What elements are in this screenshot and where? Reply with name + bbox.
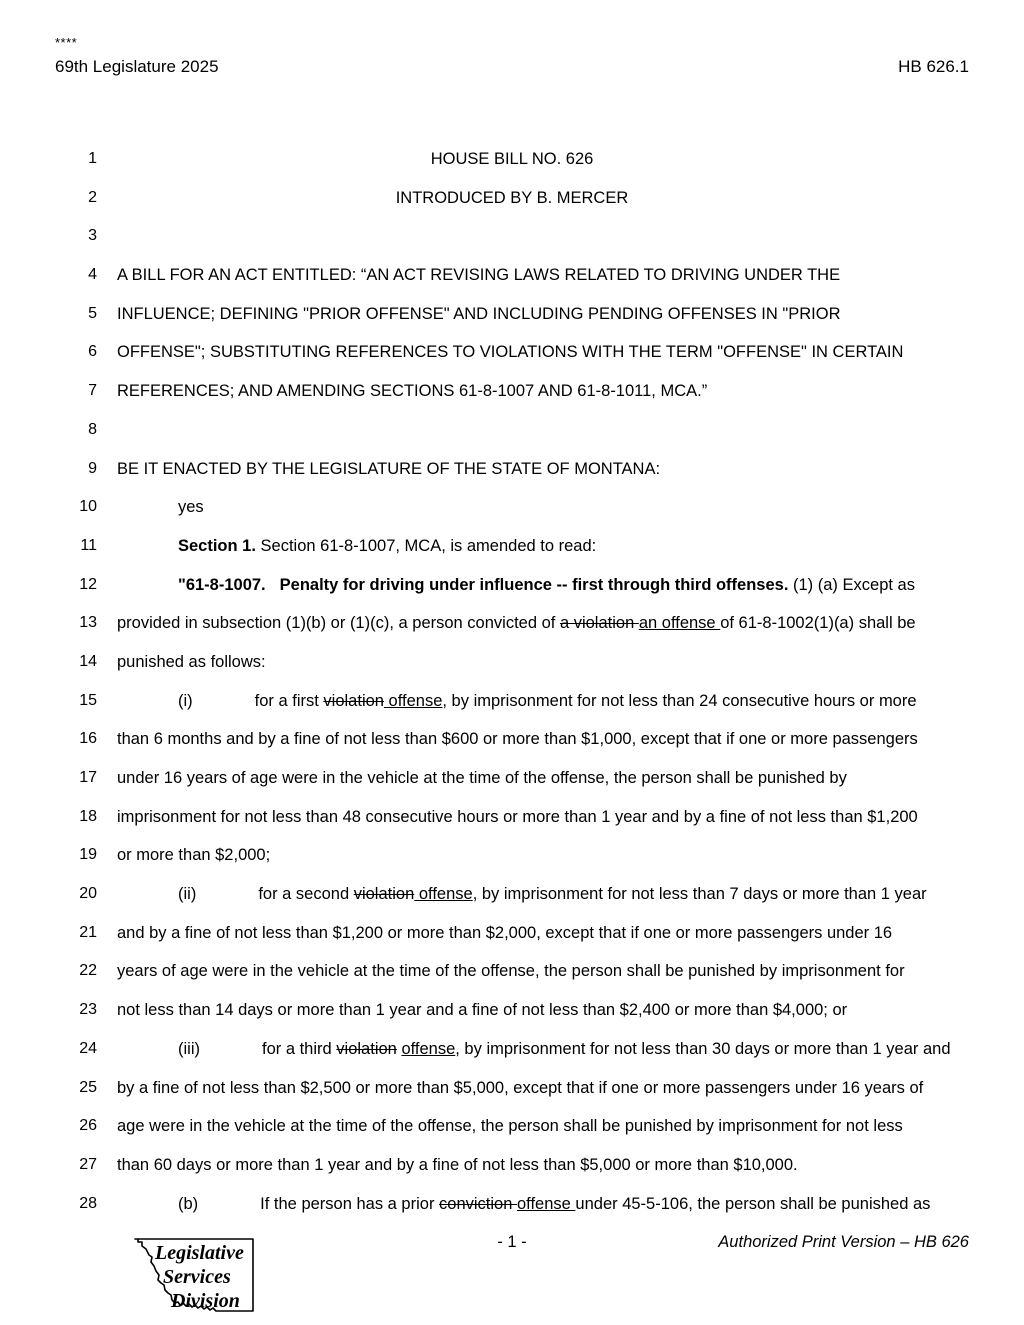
statute-number: "61-8-1007.	[178, 575, 266, 594]
line-number: 26	[79, 1117, 97, 1135]
bill-line-27	[0, 1146, 1024, 1185]
bill-line-2	[0, 179, 1024, 218]
line-number: 18	[79, 807, 97, 825]
line-number: 28	[79, 1194, 97, 1212]
line-number: 1	[88, 150, 97, 167]
bill-line-9	[0, 450, 1024, 489]
bill-line-text: imprisonment for not less than 48 consecutive hours or more than 1 year and by a fine of not less than $1,200	[117, 807, 918, 826]
line-number: 2	[88, 188, 97, 206]
bill-line-text: yes	[178, 498, 204, 517]
section-1-heading	[117, 527, 974, 566]
subsection-b	[117, 1185, 974, 1224]
enacting-clause: BE IT ENACTED BY THE LEGISLATURE OF THE STATE OF MONTANA:	[117, 459, 661, 478]
bill-line-3	[0, 217, 1024, 256]
bill-line-13	[0, 604, 1024, 643]
bill-line-18	[0, 798, 1024, 837]
line-number: 7	[88, 382, 97, 400]
subsection-marker: (ii)	[178, 885, 197, 904]
text-run: under 45-5-106, the person shall be punished as	[575, 1194, 931, 1213]
inserted-text: offense	[517, 1194, 576, 1213]
line-number: 23	[79, 1001, 97, 1019]
text-run: If the person has a prior	[260, 1194, 440, 1213]
bill-line-8	[0, 411, 1024, 450]
line-number: 20	[79, 885, 97, 903]
text-run: for a second	[258, 885, 354, 904]
text-run: , by imprisonment for not less than 7 days or more than 1 year	[472, 885, 927, 904]
subsection-i	[117, 682, 974, 721]
bill-number-label: HB 626.1	[898, 57, 969, 76]
subsection-marker: (b)	[178, 1194, 199, 1213]
line-number: 17	[79, 769, 97, 786]
statute-body-start: (1) (a) Except as	[788, 575, 915, 594]
inserted-text: offense	[401, 1039, 456, 1058]
bill-line-24	[0, 1030, 1024, 1069]
bill-line-text: years of age were in the vehicle at the time of the offense, the person shall be punished by imprisonment for	[117, 962, 905, 981]
line-number: 19	[79, 846, 97, 864]
bill-title-heading: HOUSE BILL NO. 626	[430, 150, 594, 168]
bill-line-text: OFFENSE"; SUBSTITUTING REFERENCES TO VIOLATIONS WITH THE TERM "OFFENSE" IN CERTAIN	[117, 343, 904, 362]
section-amend-text: Section 61-8-1007, MCA, is amended to read:	[255, 536, 597, 555]
bill-line-12	[0, 566, 1024, 605]
line-number: 24	[79, 1039, 97, 1057]
bill-line-text: A BILL FOR AN ACT ENTITLED: “AN ACT REVISING LAWS RELATED TO DRIVING UNDER THE	[117, 266, 841, 285]
text-run: for a first	[254, 691, 324, 710]
line-number: 14	[79, 652, 97, 670]
line-number: 12	[79, 575, 97, 593]
bill-line-10	[0, 488, 1024, 527]
line-number: 25	[79, 1078, 97, 1096]
deleted-text: violation	[336, 1039, 397, 1058]
logo-line-1-text: Legislative	[155, 1242, 244, 1264]
statute-catchline	[117, 566, 974, 605]
bill-line-22	[0, 952, 1024, 991]
text-run: for a third	[262, 1039, 337, 1058]
bill-line-20	[0, 875, 1024, 914]
legislature-session-label: 69th Legislature 2025	[55, 57, 219, 76]
line-number: 22	[79, 962, 97, 980]
bill-line-text: REFERENCES; AND AMENDING SECTIONS 61-8-1007 AND 61-8-1011, MCA.”	[117, 382, 708, 401]
bill-line-text: than 6 months and by a fine of not less than $600 or more than $1,000, except that if one or more passengers	[117, 730, 918, 749]
bill-line-26	[0, 1107, 1024, 1146]
line-number: 16	[79, 730, 97, 748]
bill-line-text: and by a fine of not less than $1,200 or more than $2,000, except that if one or more passengers under 16	[117, 923, 893, 942]
bill-line-14	[0, 643, 1024, 682]
text-run: provided in subsection (1)(b) or (1)(c), a person convicted of	[117, 614, 560, 633]
logo-line-2-text: Services	[163, 1266, 231, 1288]
page-number: - 1 -	[497, 1233, 527, 1251]
bill-line-19	[0, 836, 1024, 875]
bill-line-text: by a fine of not less than $2,500 or more than $5,000, except that if one or more passengers under 16 years of	[117, 1078, 924, 1097]
line-number: 8	[88, 420, 97, 438]
bill-line-1	[0, 140, 1024, 179]
bill-line-25	[0, 1069, 1024, 1108]
bill-line-4	[0, 256, 1024, 295]
bill-line-17	[0, 759, 1024, 798]
bill-line-16	[0, 720, 1024, 759]
section-label: Section 1.	[178, 536, 256, 555]
inserted-text: offense	[414, 885, 473, 904]
bill-line-15	[0, 682, 1024, 721]
logo-line-3-text: Division	[171, 1290, 240, 1312]
authorized-print-version: Authorized Print Version – HB 626	[718, 1233, 969, 1251]
bill-line-7	[0, 372, 1024, 411]
line-number: 5	[88, 304, 97, 322]
bill-line-text: age were in the vehicle at the time of the offense, the person shall be punished by imprisonment for not less	[117, 1117, 903, 1136]
statute-title: Penalty for driving under influence -- first through third offenses.	[279, 575, 789, 594]
deleted-text: violation	[353, 885, 415, 904]
header-row	[55, 56, 969, 78]
bill-line-21	[0, 914, 1024, 953]
line-number: 13	[79, 614, 97, 632]
bill-sponsor-heading: INTRODUCED BY B. MERCER	[395, 188, 629, 207]
inserted-text: an offense	[638, 614, 721, 633]
bill-line-11	[0, 527, 1024, 566]
line-number: 11	[80, 536, 97, 554]
bill-line-text: than 60 days or more than 1 year and by a fine of not less than $5,000 or more than $10,000.	[117, 1155, 798, 1174]
line-number: 6	[88, 343, 97, 361]
amended-text-line	[117, 604, 974, 643]
subsection-ii	[117, 875, 974, 914]
text-run: of 61-8-1002(1)(a) shall be	[720, 614, 916, 633]
line-number: 27	[79, 1155, 97, 1173]
deleted-text: a violation	[559, 614, 639, 633]
bill-line-text: INFLUENCE; DEFINING "PRIOR OFFENSE" AND INCLUDING PENDING OFFENSES IN "PRIOR	[117, 304, 841, 323]
line-number: 10	[79, 498, 97, 516]
subsection-marker: (i)	[178, 691, 193, 710]
subsection-marker: (iii)	[178, 1039, 200, 1058]
bill-line-text: not less than 14 days or more than 1 year and a fine of not less than $2,400 or more than $4,000; or	[117, 1001, 848, 1020]
line-number: 4	[88, 266, 97, 284]
page-header	[55, 36, 969, 96]
line-number: 21	[79, 923, 97, 941]
bill-line-text: or more than $2,000;	[117, 846, 271, 865]
subsection-iii	[117, 1030, 974, 1069]
page-footer	[0, 1225, 1024, 1325]
header-stars: ****	[55, 35, 78, 50]
line-number: 3	[88, 227, 97, 245]
line-number: 15	[79, 691, 97, 709]
deleted-text: violation	[323, 691, 384, 710]
text-run: , by imprisonment for not less than 24 consecutive hours or more	[442, 691, 917, 710]
text-run: , by imprisonment for not less than 30 days or more than 1 year and	[455, 1039, 951, 1058]
bill-line-5	[0, 295, 1024, 334]
line-number: 9	[88, 459, 97, 477]
bill-line-text: under 16 years of age were in the vehicle at the time of the offense, the person shall be punished by	[117, 769, 847, 787]
deleted-text: conviction	[439, 1194, 517, 1213]
bill-line-28	[0, 1185, 1024, 1224]
inserted-text: offense	[383, 691, 443, 710]
bill-line-23	[0, 991, 1024, 1030]
bill-body	[0, 140, 1024, 1223]
bill-line-text: punished as follows:	[117, 652, 266, 671]
bill-line-6	[0, 333, 1024, 372]
